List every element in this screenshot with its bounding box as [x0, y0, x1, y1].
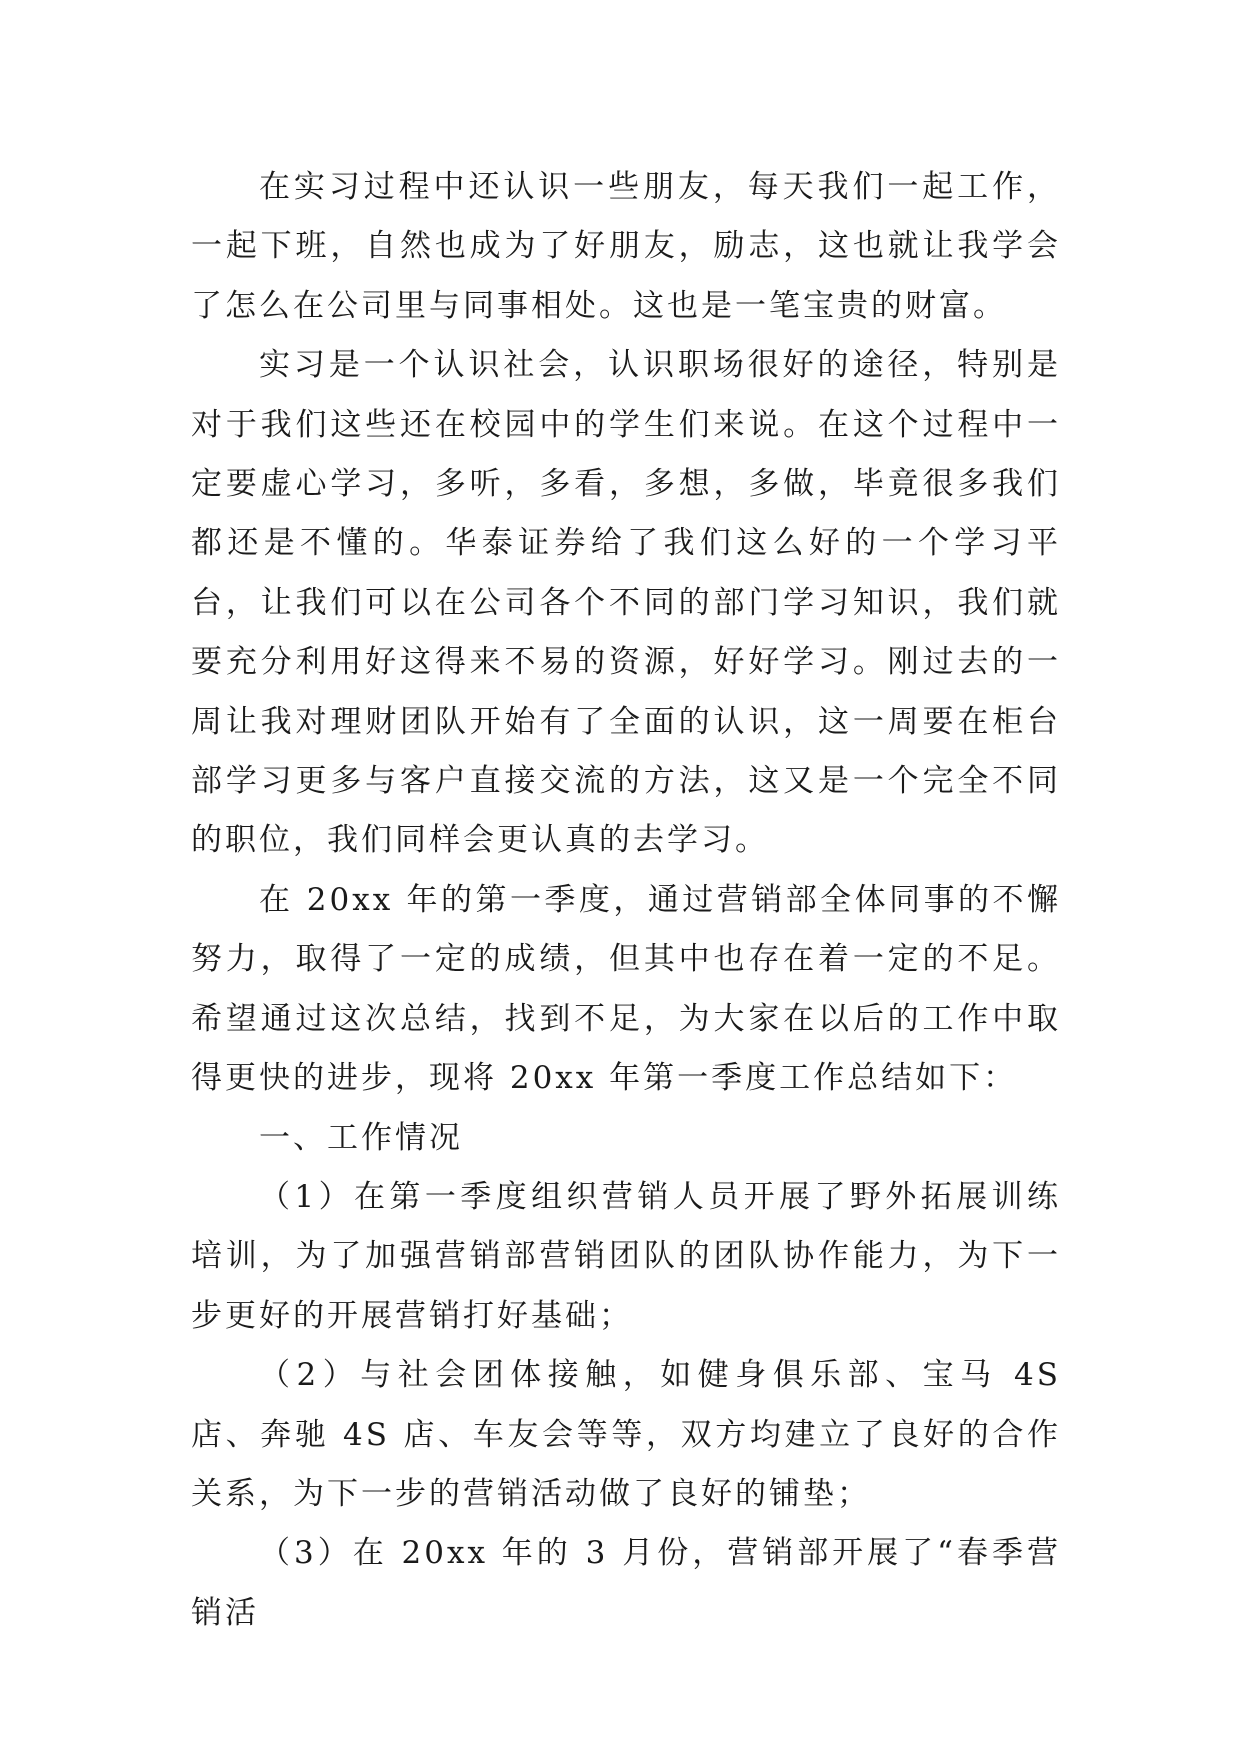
- list-item-2: （2）与社会团体接触，如健身俱乐部、宝马 4S 店、奔驰 4S 店、车友会等等，双方均建立了良好的合作关系，为下一步的营销活动做了良好的铺垫；: [191, 1357, 1061, 1512]
- section-heading-work: 一、工作情况: [259, 1119, 463, 1156]
- paragraph-first-quarter: 在 20xx 年的第一季度，通过营销部全体同事的不懈努力，取得了一定的成绩，但其中也存在着一定的不足。希望通过这次总结，找到不足，为大家在以后的工作中取得更快的进步，现将 20xx 年第一季度工作总结如下：: [191, 881, 1061, 1097]
- document-body: [191, 158, 1061, 1643]
- paragraph-internship: 实习是一个认识社会，认识职场很好的途径，特别是对于我们这些还在校园中的学生们来说。在这个过程中一定要虚心学习，多听，多看，多想，多做，毕竟很多我们都还是不懂的。华泰证券给了我们这么好的一个学习平台，让我们可以在公司各个不同的部门学习知识，我们就要充分利用好这得来不易的资源，好好学习。刚过去的一周让我对理财团队开始有了全面的认识，这一周要在柜台部学习更多与客户直接交流的方法，这又是一个完全不同的职位，我们同样会更认真的去学习。: [191, 347, 1061, 859]
- list-item-1: （1）在第一季度组织营销人员开展了野外拓展训练培训，为了加强营销部营销团队的团队协作能力，为下一步更好的开展营销打好基础；: [191, 1178, 1061, 1334]
- paragraph-colleagues: 在实习过程中还认识一些朋友，每天我们一起工作，一起下班，自然也成为了好朋友，励志，这也就让我学会了怎么在公司里与同事相处。这也是一笔宝贵的财富。: [191, 169, 1061, 324]
- list-item-3: （3）在 20xx 年的 3 月份，营销部开展了“春季营销活: [191, 1535, 1061, 1631]
